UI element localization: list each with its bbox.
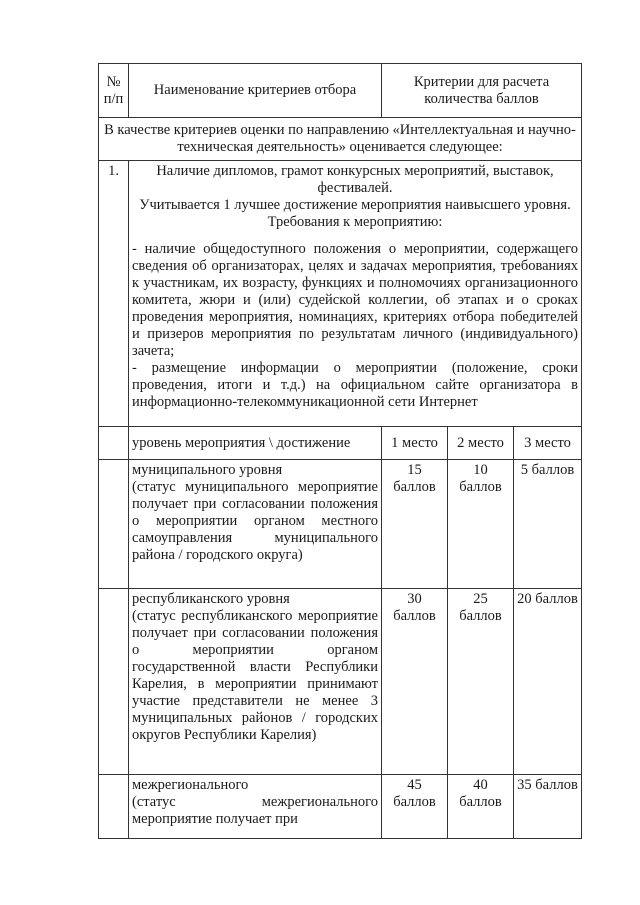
level-score-2: 25 баллов <box>448 589 514 775</box>
item-title: Наличие дипломов, грамот конкурсных мероприятий, выставок, фестивалей. <box>156 163 554 196</box>
intro-row <box>99 118 582 161</box>
level-score-3: 5 баллов <box>514 460 582 589</box>
item-body <box>129 161 582 427</box>
level-title: республиканского уровня <box>132 591 290 607</box>
level-score-3: 35 баллов <box>514 775 582 839</box>
levels-header-place-1: 1 место <box>382 427 448 460</box>
level-description <box>129 589 382 775</box>
item-subtitle: Учитывается 1 лучшее достижение мероприятия наивысшего уровня. Требования к мероприятию: <box>139 197 571 230</box>
level-score-2: 10 баллов <box>448 460 514 589</box>
criteria-table <box>98 63 582 839</box>
header-num: № п/п <box>99 64 129 118</box>
header-criteria: Критерии для расчета количества баллов <box>382 64 582 118</box>
level-title: межрегионального <box>132 777 249 793</box>
intro-text: В качестве критериев оценки по направлению «Интеллектуальная и научно-техническая деятельность» оценивается следующее: <box>99 118 582 161</box>
level-score-2: 40 баллов <box>448 775 514 839</box>
level-score-3: 20 баллов <box>514 589 582 775</box>
level-title: муниципального уровня <box>132 462 283 478</box>
level-row <box>99 775 582 839</box>
item-row <box>99 161 582 427</box>
table-header-row <box>99 64 582 118</box>
item-requirement-2: - размещение информации о мероприятии (положение, сроки проведения, итоги и т.д.) на официальном сайте организатора в информационно-телекоммуникационной сети Интернет <box>132 360 578 410</box>
item-number: 1. <box>99 161 129 427</box>
levels-header-place-3: 3 место <box>514 427 582 460</box>
level-row <box>99 589 582 775</box>
level-desc: (статус республиканского мероприятие получает при согласовании положения о мероприятии органом государственной власти Республики Карелия, в мероприятии принимают участие представители не менее 3 муниципальных районов / городских округов Республики Карелия) <box>132 608 378 743</box>
levels-header-row <box>99 427 582 460</box>
levels-header-place-2: 2 место <box>448 427 514 460</box>
level-score-1: 15 баллов <box>382 460 448 589</box>
header-name: Наименование критериев отбора <box>129 64 382 118</box>
level-row <box>99 460 582 589</box>
level-desc: (статус муниципального мероприятие получает при согласовании положения о мероприятии органом местного самоуправления муниципального района / городского округа) <box>132 479 378 563</box>
level-score-1: 45 баллов <box>382 775 448 839</box>
level-desc: (статус межрегионального мероприятие получает при <box>132 794 378 827</box>
level-description <box>129 775 382 839</box>
item-requirement-1: - наличие общедоступного положения о мероприятии, содержащего сведения об организаторах, целях и задачах мероприятия, требованиях к участникам, их возрасту, функциях и полномочиях организационного комитета, жюри и (или) судейской коллегии, об этапах и о сроках проведения мероприятия, номинациях, критериях отбора победителей и призеров мероприятия по результатам личного (индивидуального) зачета; <box>132 241 578 359</box>
level-score-1: 30 баллов <box>382 589 448 775</box>
levels-header-label: уровень мероприятия \ достижение <box>129 427 382 460</box>
level-description <box>129 460 382 589</box>
